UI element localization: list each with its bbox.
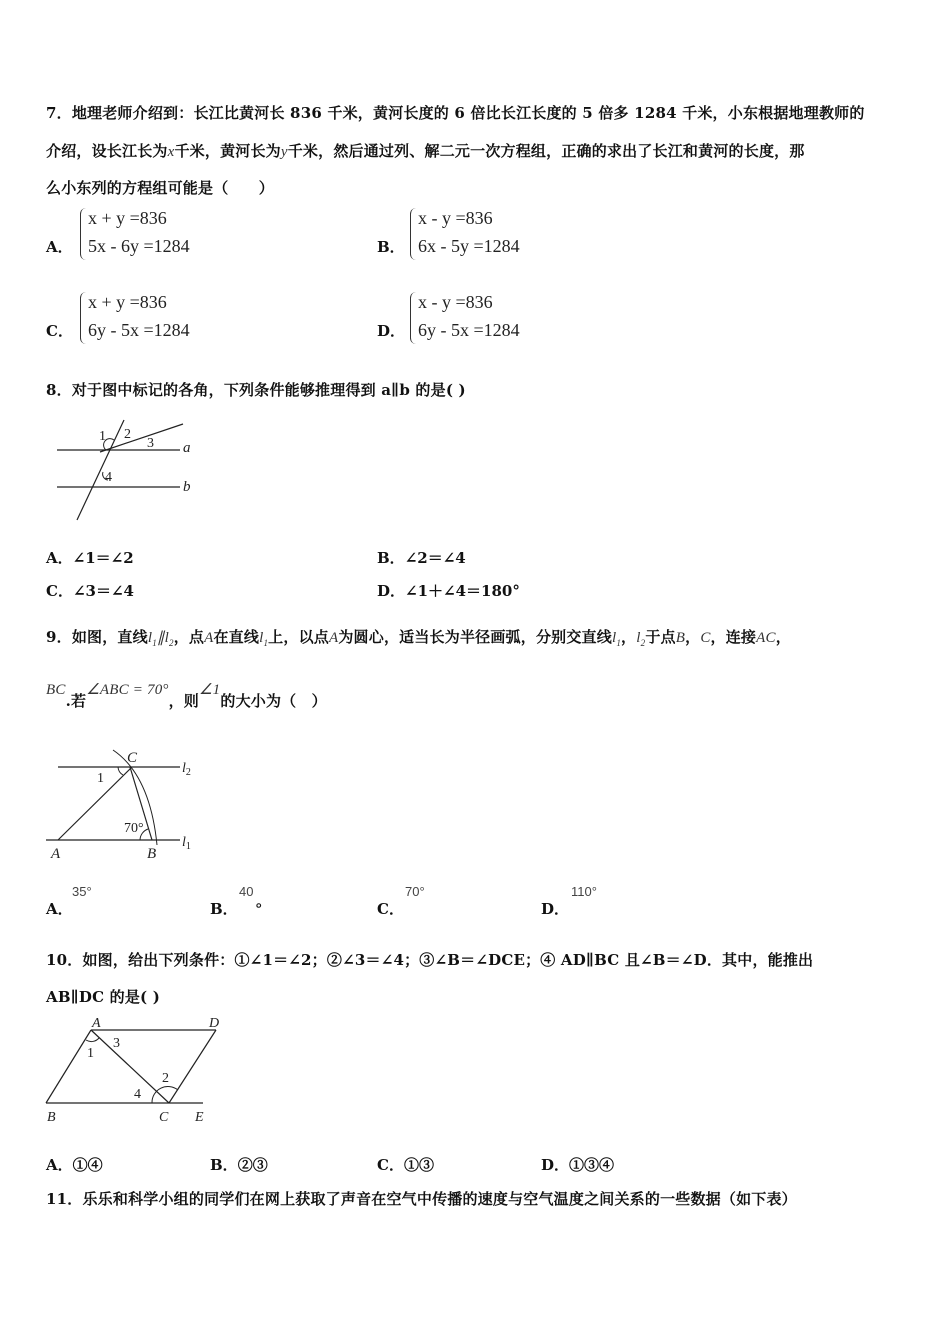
q9-option-c-value: 70° xyxy=(405,884,425,899)
angle-label-1: 1 xyxy=(99,429,106,444)
q8-option-b[interactable]: B．∠2＝∠4 xyxy=(377,549,466,567)
q10-line1: 10．如图，给出下列条件：①∠1＝∠2；②∠3＝∠4；③∠B＝∠DCE；④ AD∥BC 且∠B＝∠D．其中，能推出 xyxy=(46,951,814,969)
q9-line2: BC.若∠ABC = 70°，则∠1的大小为（ ） xyxy=(46,682,327,710)
q9-line1: 9．如图，直线$l_1\parallel l_2$，点A在直线$l_1$上，以点A为圆心，适当长为半径画弧，分别交直线$l_1$，$l_2$于点B，C，连接AC， xyxy=(46,628,791,648)
q9-option-b-suffix: 。 xyxy=(256,892,272,910)
angle-label-4: 4 xyxy=(105,470,112,485)
q7-option-d-eq1: x - y =836 xyxy=(418,292,493,312)
segment-dc xyxy=(169,1030,216,1103)
q9-option-b-value: 40 xyxy=(239,884,254,899)
line-label-l2: $l_2$ xyxy=(182,761,191,778)
point-label-c: C xyxy=(159,1110,169,1125)
q8-stem: 8．对于图中标记的各角，下列条件能够推理得到 a∥b 的是( ) xyxy=(46,381,466,399)
angle-label-3: 3 xyxy=(113,1036,120,1051)
angle-label-2: 2 xyxy=(124,427,131,442)
q7-option-b-label[interactable]: B． xyxy=(377,238,405,256)
point-label-b: B xyxy=(147,846,157,862)
q9-option-a-label[interactable]: A． xyxy=(46,900,73,918)
q11-line1: 11．乐乐和科学小组的同学们在网上获取了声音在空气中传播的速度与空气温度之间关系的一些数据（如下表） xyxy=(46,1190,797,1208)
q7-line2: 介绍，设长江长为x千米，黄河长为y千米，然后通过列、解二元一次方程组，正确的求出了长江和黄河的长度，那 xyxy=(46,142,805,160)
point-label-e: E xyxy=(195,1110,204,1125)
q8-option-a[interactable]: A．∠1＝∠2 xyxy=(46,549,134,567)
q7-option-a-eq1: x + y =836 xyxy=(88,208,167,228)
point-label-c: C xyxy=(127,750,138,766)
q7-option-c-eq1: x + y =836 xyxy=(88,292,167,312)
q7-line3: 么小东列的方程组可能是（ ） xyxy=(46,179,275,197)
angle-label-2: 2 xyxy=(162,1071,169,1086)
q7-option-a-label[interactable]: A． xyxy=(46,238,73,256)
angle-label-70: 70° xyxy=(124,821,144,836)
angle-label-3: 3 xyxy=(147,436,154,451)
angle-arc-a xyxy=(86,1038,99,1042)
q7-option-c-eq2: 6y - 5x =1284 xyxy=(88,320,190,340)
q10-option-a[interactable]: A．①④ xyxy=(46,1156,103,1174)
q8-option-c[interactable]: C．∠3＝∠4 xyxy=(46,582,134,600)
line-label-l1: $l_1$ xyxy=(182,835,191,852)
q10-line2: AB∥DC 的是( ) xyxy=(46,988,161,1006)
q10-option-b[interactable]: B．②③ xyxy=(210,1156,268,1174)
q7-option-c-label[interactable]: C． xyxy=(46,322,73,340)
q9-option-b-label[interactable]: B． xyxy=(210,900,238,918)
q9-option-c-label[interactable]: C． xyxy=(377,900,404,918)
point-label-a: A xyxy=(92,1016,101,1031)
line-label-a: a xyxy=(183,440,191,456)
q7-option-a-eq2: 5x - 6y =1284 xyxy=(88,236,190,256)
q10-option-c[interactable]: C．①③ xyxy=(377,1156,434,1174)
point-label-d: D xyxy=(209,1016,220,1031)
q7-option-d-eq2: 6y - 5x =1284 xyxy=(418,320,520,340)
diagonal-ac xyxy=(91,1030,169,1103)
q10-option-d[interactable]: D．①③④ xyxy=(541,1156,615,1174)
point-label-b: B xyxy=(47,1110,56,1125)
q7-line1: 7．地理老师介绍到：长江比黄河长 836 千米，黄河长度的 6 倍比长江长度的 5 倍多 1284 千米，小东根据地理教师的 xyxy=(46,104,865,122)
q8-option-d[interactable]: D．∠1＋∠4＝180° xyxy=(377,582,520,600)
q9-option-d-value: 110° xyxy=(571,884,597,899)
angle-label-1: 1 xyxy=(97,771,104,786)
angle-label-4: 4 xyxy=(134,1087,141,1102)
q9-option-a-value: 35° xyxy=(72,884,92,899)
q7-option-b-eq1: x - y =836 xyxy=(418,208,493,228)
point-label-a: A xyxy=(51,846,61,862)
var-y: y xyxy=(280,144,288,160)
segment-ab xyxy=(46,1030,91,1103)
q7-option-d-label[interactable]: D． xyxy=(377,322,406,340)
q9-option-d-label[interactable]: D． xyxy=(541,900,570,918)
angle-label-1: 1 xyxy=(87,1046,94,1061)
line-label-b: b xyxy=(183,479,191,495)
var-x: x xyxy=(167,144,175,160)
q7-option-b-eq2: 6x - 5y =1284 xyxy=(418,236,520,256)
